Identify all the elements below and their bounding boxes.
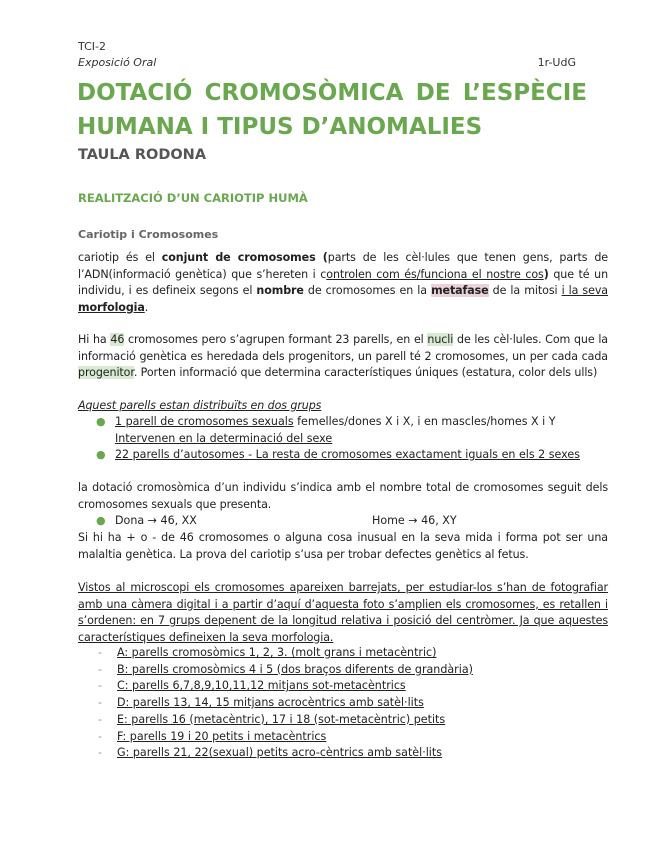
dash-icon: -	[98, 662, 103, 676]
group-e: E: parells 16 (metacèntric), 17 i 18 (sot-metacèntric) petits	[117, 712, 446, 726]
dash-icon: -	[98, 712, 103, 726]
p2-highlight-46: 46	[110, 333, 125, 346]
paragraph-genetic-disease: Si hi ha + o - de 46 cromosomes o alguna cosa inusual en la seva mida i forma pot ser una malaltia genètica. La prova del cariotip s’usa per trobar defectes genètics al fetus.	[78, 531, 608, 561]
p2-highlight-progenitor: progenitor	[78, 366, 134, 379]
p1-text: .	[144, 300, 149, 314]
p1-bold-number: nombre	[256, 284, 304, 297]
groups-heading: Aquest parells estan distribuïts en dos grups	[78, 399, 322, 412]
p1-text: parts de les cèl·lules que tenen gens, parts de l’ADN(informació genètica) que s’hereten i c	[78, 251, 608, 281]
formula-list	[78, 513, 608, 530]
bullet-icon: ●	[96, 448, 106, 461]
formula-male: Home → 46, XY	[372, 514, 457, 527]
list-item	[78, 662, 608, 679]
p1-underlined-text: i la seva	[561, 284, 609, 297]
list-item	[78, 695, 608, 712]
paragraph-microscope: Vistos al microscopi els cromosomes apareixen barrejats, per estudiar-los s’han de fotografiar amb una càmera digital i a partir d’aquí d’aquesta foto s’amplien els cromosomes, es retallen i s’ordenen: en 7 grups depenent de la longitud relativa i posició del centròmer. Ja que aquestes característiques defineixen la seva morfologia.	[78, 581, 608, 644]
p1-text: de la mitosi	[488, 284, 562, 297]
list-item	[78, 678, 608, 695]
list-item	[78, 712, 608, 729]
chromosome-groups-list	[78, 645, 608, 762]
group-b: B: parells cromosòmics 4 i 5 (dos braços diferents de grandària)	[117, 662, 473, 676]
header-course: 1r-UdG	[537, 56, 576, 69]
p2-text: . Porten informació que determina característiques úniques (estatura, color dels ulls)	[133, 366, 598, 379]
group-1-title: 1 parell de cromosomes sexuals	[115, 415, 294, 428]
group-d: D: parells 13, 14, 15 mitjans acrocèntrics amb satèl·lits	[117, 696, 424, 710]
group-g: G: parells 21, 22(sexual) petits acro-cèntrics amb satèl·lits	[117, 746, 443, 760]
p1-text: cariotip és el	[78, 251, 162, 264]
group-1-role: Intervenen en la determinació del sexe	[115, 431, 333, 445]
p1-text: que té un individu, i es defineix segons el	[78, 267, 608, 297]
p1-bold-paren: )	[543, 267, 549, 281]
group-c: C: parells 6,7,8,9,10,11,12 mitjans sot-metacèntrics	[117, 679, 406, 693]
section-heading: REALITZACIÓ D’UN CARIOTIP HUMÀ	[78, 191, 308, 205]
document-subtitle: TAULA RODONA	[78, 147, 207, 163]
list-item	[78, 447, 608, 464]
formula-female: Dona → 46, XX	[115, 514, 197, 527]
paragraph-karyotype-definition	[78, 250, 608, 316]
list-item	[78, 414, 608, 447]
p1-bold-chromosome-set: conjunt de cromosomes (	[161, 251, 328, 264]
group-f: F: parells 19 i 20 petits i metacèntrics	[117, 729, 327, 743]
group-2-text: 22 parells d’autosomes - La resta de cromosomes exactament iguals en els 2 sexes	[115, 448, 581, 461]
dash-icon: -	[98, 646, 103, 659]
paragraph-chromosome-notation: la dotació cromosòmica d’un individu s’indica amb el nombre total de cromosomes seguit dels cromosomes sexuals que presenta.	[78, 481, 608, 511]
list-item	[78, 513, 608, 530]
bullet-icon: ●	[96, 415, 106, 428]
dash-icon: -	[98, 746, 103, 760]
p1-text: de cromosomes en la	[303, 284, 432, 297]
list-item	[78, 729, 608, 746]
document-title: DOTACIÓ CROMOSÒMICA DE L’ESPÈCIE HUMANA I TIPUS D’ANOMALIES	[77, 80, 587, 140]
dash-icon: -	[98, 729, 103, 743]
subheading: Cariotip i Cromosomes	[78, 228, 219, 241]
dash-icon: -	[98, 696, 103, 710]
header-subject: Exposició Oral	[78, 56, 157, 69]
p2-text: de les cèl·lules. Com que la informació genètica es heredada dels progenitors, un parell té 2 cromosomes, un per cada cada	[78, 333, 608, 363]
header-code: TCI-2	[78, 40, 106, 53]
p1-highlight-metaphase: metafase	[431, 284, 489, 297]
paragraph-chromosome-count	[78, 332, 608, 382]
list-item	[78, 745, 608, 762]
bullet-icon: ●	[96, 514, 106, 527]
dash-icon: -	[98, 679, 103, 693]
list-item	[78, 645, 608, 662]
p2-text: cromosomes pero s’agrupen formant 23 parells, en el	[124, 333, 428, 346]
p1-underlined-text: ontrolen com és/funciona el nostre cos	[326, 267, 544, 281]
p1-bold-morphology: morfologia	[78, 300, 145, 314]
groups-list	[78, 414, 608, 464]
p2-text: Hi ha	[78, 333, 111, 346]
group-1-text: femelles/dones X i X, i en mascles/homes X i Y	[293, 415, 556, 428]
group-a: A: parells cromosòmics 1, 2, 3. (molt grans i metacèntric)	[117, 646, 437, 659]
p2-highlight-nucleus: nucli	[427, 333, 454, 346]
